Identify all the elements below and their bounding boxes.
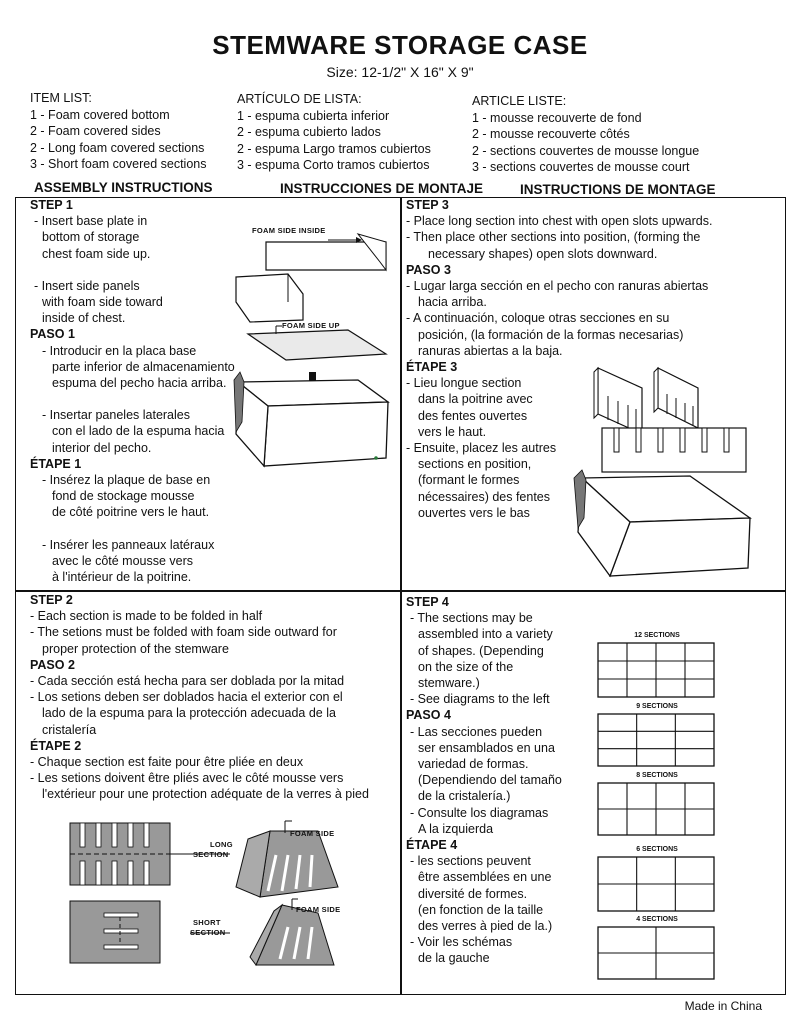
instruction-line: con el lado de la espuma hacia (52, 424, 225, 439)
step1-illustration (228, 222, 398, 482)
list-item: 2 - sections couvertes de mousse longue (472, 143, 700, 158)
instruction-line: - Ensuite, placez les autres (406, 441, 557, 456)
label-foam-up: FOAM SIDE UP (282, 321, 340, 330)
instruction-line: - Each section is made to be folded in half (30, 609, 263, 624)
instruction-line: l'extérieur pour une protection adéquate de la verres à pied (42, 787, 369, 802)
instruction-line: A la izquierda (418, 821, 494, 836)
instruction-line: - les sections peuvent (410, 854, 531, 869)
instruction-line: de la gauche (418, 951, 490, 966)
step-heading: PASO 4 (406, 708, 451, 723)
list-item: 3 - sections couvertes de mousse court (472, 160, 690, 174)
step3-illustration (570, 358, 755, 583)
instruction-line: nécessaires) des fentes (418, 489, 551, 504)
instruction-line: - Insertar paneles laterales (42, 408, 190, 423)
grid-title: 6 SECTIONS (636, 846, 678, 853)
instruction-line: - A continuación, coloque otras secciones en su (406, 311, 670, 326)
instruction-line: fond de stockage mousse (52, 489, 195, 504)
instruction-line: lado de la espuma para la protección adecuada de la (42, 706, 336, 721)
instruction-line: - Lieu longue section (406, 376, 522, 391)
assembly-header-en: ASSEMBLY INSTRUCTIONS (34, 180, 213, 195)
instruction-line: - Place long section into chest with open slots upwards. (406, 214, 713, 229)
item-list-fr (472, 93, 699, 176)
list-item: 1 - mousse recouverte de fond (472, 110, 642, 125)
list-heading: ARTICLE LISTE: (472, 94, 567, 108)
step1-text (30, 197, 235, 585)
instruction-line: assembled into a variety (418, 627, 553, 642)
instruction-line: être assemblées en une (418, 870, 552, 885)
step-heading: STEP 1 (30, 198, 73, 212)
list-item: 2 - Long foam covered sections (30, 140, 205, 155)
step-heading: PASO 2 (30, 657, 75, 672)
item-list-en (30, 90, 206, 173)
instruction-line: ouvertes vers le bas (418, 505, 530, 520)
list-item: 2 - espuma Largo tramos cubiertos (237, 141, 431, 156)
instruction-line: - Consulte los diagramas (410, 805, 549, 820)
step-heading: STEP 2 (30, 593, 73, 607)
instruction-line: de la cristalería.) (418, 789, 511, 804)
instruction-line: - Chaque section est faite pour être pliée en deux (30, 755, 304, 770)
label-foam-side-1: FOAM SIDE (290, 829, 335, 838)
label-short-2: SECTION (190, 928, 226, 937)
footer-made-in: Made in China (684, 999, 762, 1013)
instruction-line: hacia arriba. (418, 295, 487, 310)
list-item: 2 - Foam covered sides (30, 124, 161, 138)
item-list-es (237, 91, 431, 174)
instruction-line: (en fonction de la taille (418, 902, 544, 917)
grid-title: 8 SECTIONS (636, 772, 678, 779)
list-item: 2 - espuma cubierto lados (237, 125, 381, 139)
instruction-line: (Dependiendo del tamaño (418, 773, 562, 788)
instruction-line: - Lugar larga sección en el pecho con ranuras abiertas (406, 279, 709, 294)
label-short-1: SHORT (193, 918, 221, 927)
grid-4-sections (597, 926, 715, 980)
list-item: 2 - mousse recouverte côtés (472, 127, 630, 141)
instruction-line: - Insérez la plaque de base en (42, 473, 211, 488)
instruction-line: - The sections may be (410, 611, 533, 626)
instruction-line: avec le côté mousse vers (52, 553, 194, 568)
instruction-line: variedad de formas. (418, 757, 529, 772)
step-heading: STEP 4 (406, 595, 449, 609)
divider-vertical (400, 197, 402, 995)
list-item: 3 - Short foam covered sections (30, 157, 207, 171)
grid-title: 12 SECTIONS (634, 632, 680, 639)
instruction-line: - See diagrams to the left (410, 692, 550, 707)
page-title: STEMWARE STORAGE CASE (212, 30, 588, 60)
label-long-1: LONG (210, 840, 233, 849)
assembly-header-fr: INSTRUCTIONS DE MONTAGE (520, 182, 716, 197)
instruction-line: posición, (la formación de la formas necesarias) (418, 327, 684, 342)
instruction-line: parte inferior de almacenamiento (52, 359, 235, 374)
step-heading: ÉTAPE 2 (30, 738, 82, 753)
instruction-line: - Then place other sections into position, (forming the (406, 230, 701, 245)
instruction-line: - Les setions doivent être pliés avec le côté mousse vers (30, 771, 344, 786)
label-long-2: SECTION (193, 850, 229, 859)
list-heading: ITEM LIST: (30, 91, 92, 105)
instruction-line: ranuras abiertas a la baja. (418, 343, 563, 358)
instruction-line: bottom of storage (42, 230, 140, 245)
instruction-line: dans la poitrine avec (418, 392, 533, 407)
instruction-line: - Cada sección está hecha para ser doblada por la mitad (30, 674, 345, 689)
instruction-line: proper protection of the stemware (42, 641, 229, 656)
instruction-line: des verres à pied de la.) (418, 919, 553, 934)
instruction-line: - The setions must be folded with foam side outward for (30, 625, 337, 640)
assembly-header-es: INSTRUCCIONES DE MONTAJE (280, 181, 484, 196)
instruction-line: - Los setions deben ser doblados hacia el exterior con el (30, 690, 343, 705)
instruction-line: - Insert base plate in (34, 214, 148, 229)
instruction-line: - Voir les schémas (410, 935, 513, 950)
grid-6-sections (597, 856, 715, 912)
instruction-line: chest foam side up. (42, 246, 151, 261)
grid-title: 4 SECTIONS (636, 916, 678, 923)
step2-text (30, 592, 369, 803)
instruction-line: stemware.) (418, 676, 480, 691)
instruction-line: necessary shapes) open slots downward. (428, 246, 658, 261)
step-heading: PASO 3 (406, 262, 451, 277)
instruction-line: interior del pecho. (52, 440, 152, 455)
step-heading: ÉTAPE 1 (30, 456, 82, 471)
grid-outline (598, 714, 714, 766)
grid-12-sections (597, 642, 715, 698)
instruction-line: with foam side toward (42, 295, 163, 310)
label-foam-side-2: FOAM SIDE (296, 905, 341, 914)
instruction-line: - Insert side panels (34, 278, 140, 293)
list-item: 1 - Foam covered bottom (30, 107, 170, 122)
list-heading: ARTÍCULO DE LISTA: (237, 92, 362, 106)
grid-title: 9 SECTIONS (636, 703, 678, 710)
instruction-line: inside of chest. (42, 311, 126, 326)
step4-text (406, 594, 562, 967)
list-item: 1 - espuma cubierta inferior (237, 108, 390, 123)
instruction-line: de côté poitrine vers le haut. (52, 505, 210, 520)
size-subtitle: Size: 12-1/2" X 16" X 9" (326, 64, 474, 80)
step-heading: STEP 3 (406, 198, 449, 212)
step2-illustration (60, 815, 350, 985)
step-heading: ÉTAPE 4 (406, 838, 458, 853)
instruction-line: vers le haut. (418, 424, 487, 439)
instruction-line: (formant le formes (418, 473, 520, 488)
instruction-line: of shapes. (Depending (418, 643, 544, 658)
instruction-line: des fentes ouvertes (418, 408, 528, 423)
instruction-line: - Introducir en la placa base (42, 343, 197, 358)
step-heading: PASO 1 (30, 327, 75, 342)
instruction-line: - Insérer les panneaux latéraux (42, 537, 215, 552)
list-item: 3 - espuma Corto tramos cubiertos (237, 158, 430, 172)
instruction-line: ser ensamblados en una (418, 740, 555, 755)
instruction-line: à l'intérieur de la poitrine. (52, 570, 192, 585)
instruction-line: diversité de formes. (418, 886, 528, 901)
grid-9-sections (597, 713, 715, 767)
step-heading: ÉTAPE 3 (406, 360, 458, 375)
label-foam-inside: FOAM SIDE INSIDE (252, 226, 326, 235)
instruction-line: - Las secciones pueden (410, 724, 543, 739)
instruction-line: sections en position, (418, 457, 532, 472)
instruction-line: cristalería (42, 722, 97, 737)
instruction-line: espuma del pecho hacia arriba. (52, 376, 227, 391)
grid-8-sections (597, 782, 715, 836)
instruction-line: on the size of the (418, 659, 514, 674)
